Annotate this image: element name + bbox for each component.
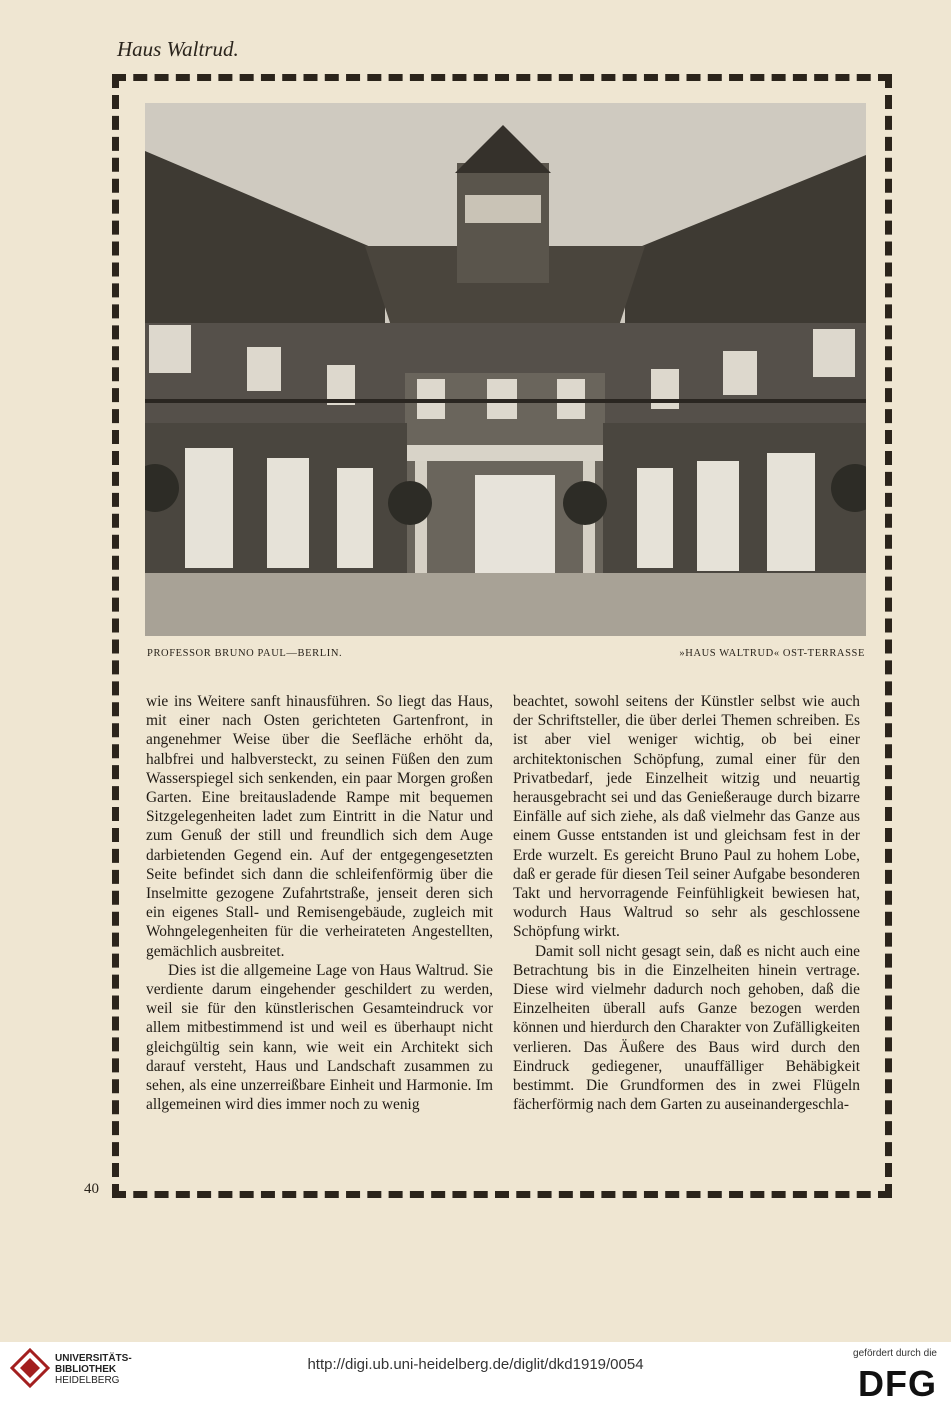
library-line-3: HEIDELBERG [55,1375,120,1386]
library-line-2: BIBLIOTHEK [55,1364,117,1375]
running-head: Haus Waltrud. [117,37,239,61]
photo-caption-credit: PROFESSOR BRUNO PAUL—BERLIN. [147,648,343,659]
text-column-left [146,692,493,1114]
library-line-1: UNIVERSITÄTS- [55,1353,132,1364]
paragraph: wie ins Weitere sanft hinausführen. So liegt das Haus, mit einer nach Osten gerichteten Gartenfront, in angenehmer Weise über die Seefläche erhöht da, halbfrei und halbversteckt, zu seinen Füßen den zum Wasserspiegel sich senkenden, ein paar Morgen großen Garten. Eine breitausladende Rampe mit bequemen Sitzgelegenheiten ladet zum Eintritt in die Natur und zum Genuß der still und freundlich sich dem Auge darbietenden Gegend ein. Auf der entgegengesetzten Seite befindet sich dann die schleifenförmig über die Inselmitte gezogene Zufahrtstraße, jenseit deren sich ein eigenes Stall- und Remisengebäude, zugleich mit Wohngelegenheiten für die verheirateten Angestellten, gemächlich ausbreitet. [146,693,493,960]
paragraph: Damit soll nicht gesagt sein, daß es nicht auch eine Betrachtung bis in die Einzelheiten hinein vertrage. Diese wird vielmehr dadurch noch gehoben, daß die Einzelheiten überall aufs Ganze bezogen werden können und hierdurch den Charakter von Zufälligkeiten verlieren. Das Äußere des Baus wird durch den Eindruck gediegener, unauffälliger Behäbigkeit bestimmt. Die Grundformen des in zwei Flügeln fächerförmig nach dem Garten zu auseinandergeschla- [513,942,860,1114]
permalink-url[interactable]: http://digi.ub.uni-heidelberg.de/diglit/dkd1919/0054 [307,1356,644,1373]
paragraph: beachtet, sowohl seitens der Künstler selbst wie auch der Schriftsteller, die über derlei Themen schreiben. Es ist aber viel weniger wichtig, ob bei einer architektonischen Schöpfung, zumal einer für den Privatbedarf, jede Einzelheit witzig und neuartig herausgebracht sei und das Genießerauge durch bizarre Einfälle auf sich ziehe, als daß vielmehr das Ganze aus einem Gusse entstanden ist und gleichsam fest in der Erde wurzelt. Es gereicht Bruno Paul zu hohem Lobe, daß er gerade für diesen Teil seiner Aufgabe besonderen Takt und hervorragende Feinfühligkeit bewiesen hat, wodurch Haus Waltrud so sehr als geschlossene Schöpfung wirkt. [513,693,860,941]
paragraph: Dies ist die allgemeine Lage von Haus Waltrud. Sie verdiente darum eingehender geschildert zu werden, weil sie für den künstlerischen Gesamteindruck vor allem mitbestimmend ist und weil es überhaupt nicht gleichgültig sein kann, wie weit ein Architekt sich darauf versteht, Haus und Landschaft zusammen zu sehen, als eine unzerreißbare Einheit und Harmonie. Im allgemeinen wird dies immer noch zu wenig [146,961,493,1114]
funded-by-label: gefördert durch die [853,1348,937,1359]
text-column-right [513,692,860,1114]
footer-bar [0,1342,951,1408]
building-photo [145,103,866,636]
page-number: 40 [84,1181,99,1197]
dfg-logo[interactable]: DFG [858,1363,937,1404]
photo-caption-title: »HAUS WALTRUD« OST-TERRASSE [679,648,865,659]
